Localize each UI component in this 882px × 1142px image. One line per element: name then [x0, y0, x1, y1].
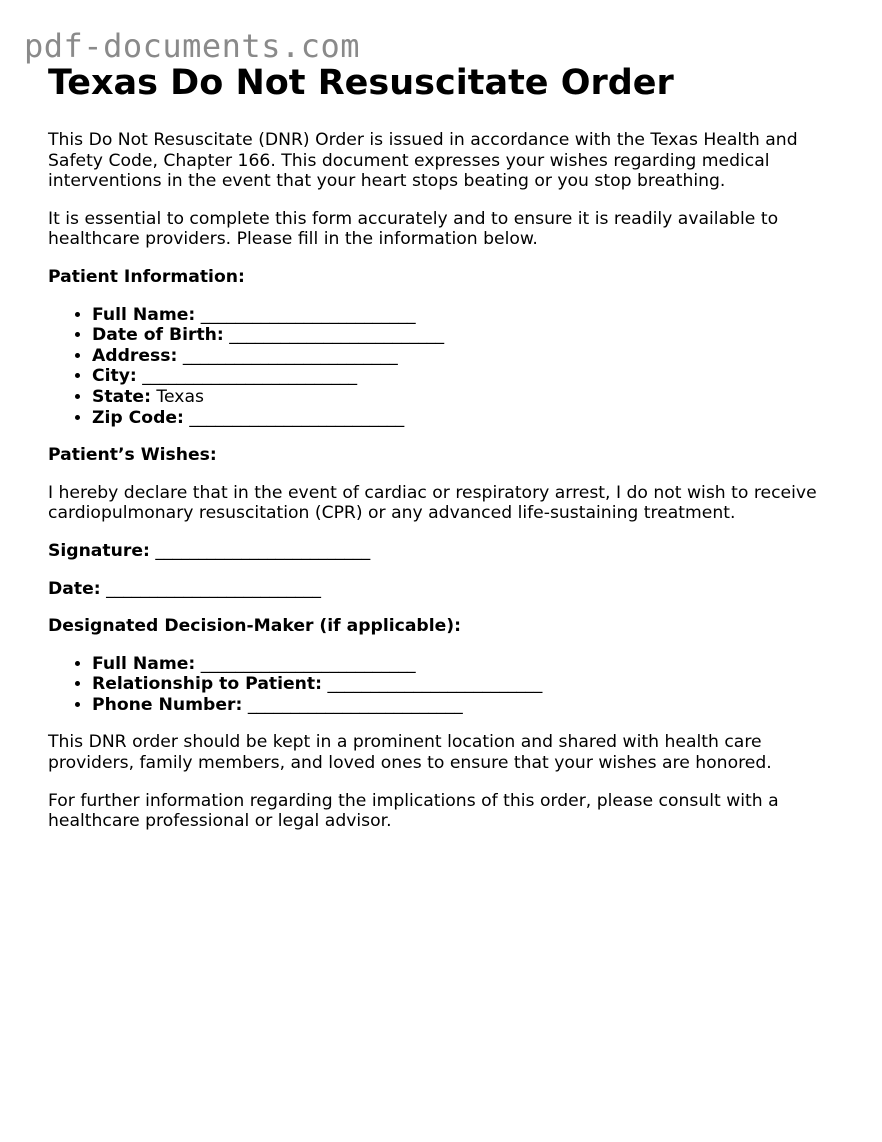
state-value: Texas: [156, 386, 204, 407]
city-blank[interactable]: _________________________: [142, 366, 358, 387]
closing-paragraph-1: This DNR order should be kept in a prominent location and shared with health care providers, family members, and loved ones to ensure that your wishes are honored.: [48, 732, 772, 774]
patient-wishes-heading: Patient’s Wishes:: [48, 445, 217, 466]
signature-label: Signature:: [48, 540, 150, 561]
intro-paragraph-1: This Do Not Resuscitate (DNR) Order is issued in accordance with the Texas Health and Safety Code, Chapter 166. This document expresses your wishes regarding medical interventions in the event that your heart stops beating or you stop breathing.: [48, 130, 798, 192]
date-label: Date:: [48, 578, 101, 599]
closing-paragraph-2: For further information regarding the implications of this order, please consult with a healthcare professional or legal advisor.: [48, 790, 779, 832]
decision-maker-heading: Designated Decision-Maker (if applicable):: [48, 616, 461, 637]
zip-code-blank[interactable]: _________________________: [189, 407, 405, 428]
date-blank[interactable]: _________________________: [106, 578, 321, 599]
date-line: [48, 579, 848, 600]
signature-line: [48, 541, 848, 562]
patient-info-heading: Patient Information:: [48, 266, 245, 287]
field-label: Relationship to Patient:: [92, 674, 323, 695]
field-label: Phone Number:: [92, 694, 243, 715]
field-label: Address:: [92, 345, 178, 366]
intro-paragraph-2: It is essential to complete this form accurately and to ensure it is readily available to healthcare providers. Please fill in the information below.: [48, 208, 779, 250]
document-title: Texas Do Not Resuscitate Order: [48, 63, 674, 103]
field-full-name: [92, 305, 848, 326]
field-address: [92, 346, 848, 367]
address-blank[interactable]: _________________________: [182, 345, 398, 366]
field-label: Zip Code:: [92, 407, 184, 428]
field-date-of-birth: [92, 325, 848, 346]
dm-full-name-blank[interactable]: _________________________: [200, 653, 416, 674]
signature-blank[interactable]: _________________________: [155, 540, 371, 561]
wishes-statement: I hereby declare that in the event of cardiac or respiratory arrest, I do not wish to receive cardiopulmonary resuscitation (CPR) or any advanced life-sustaining treatment.: [48, 482, 817, 524]
field-zip-code: [92, 408, 848, 429]
field-state: [92, 387, 848, 408]
full-name-blank[interactable]: _________________________: [200, 304, 416, 325]
field-city: [92, 366, 848, 387]
field-label: Date of Birth:: [92, 325, 224, 346]
field-label: Full Name:: [92, 653, 196, 674]
field-label: Full Name:: [92, 304, 196, 325]
dm-field-phone: [92, 695, 848, 716]
date-of-birth-blank[interactable]: _________________________: [229, 325, 445, 346]
decision-maker-list: [48, 654, 848, 716]
dm-field-relationship: [92, 674, 848, 695]
field-label: State:: [92, 386, 151, 407]
field-label: City:: [92, 366, 137, 387]
watermark: pdf-documents.com: [24, 27, 361, 65]
document-body: [48, 60, 848, 849]
dm-phone-blank[interactable]: _________________________: [247, 694, 463, 715]
dm-field-full-name: [92, 654, 848, 675]
dm-relationship-blank[interactable]: _________________________: [327, 674, 543, 695]
patient-info-list: [48, 305, 848, 429]
